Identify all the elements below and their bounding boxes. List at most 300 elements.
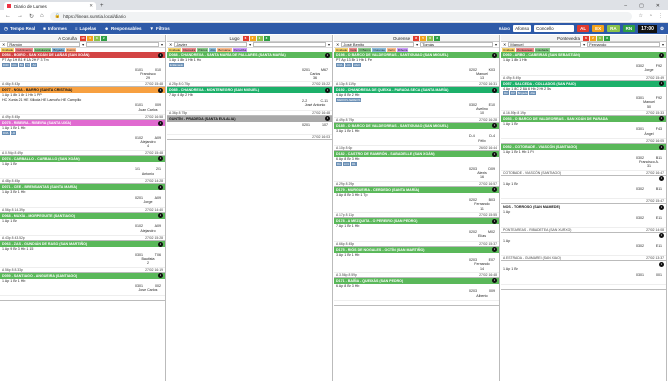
count-badge: 5 xyxy=(420,36,426,41)
incident-card[interactable] xyxy=(501,261,666,290)
card-timestamp: 27/02 16:47 xyxy=(646,170,664,175)
incident-card[interactable] xyxy=(167,116,332,140)
personnel-box xyxy=(302,123,328,133)
card-title: D179 - MURGUEIRA - CERDEDO (SANTA MARÍA) xyxy=(336,187,420,192)
card-title: D059 - SANTIAGO - ANGUEIRA (SANTIAGO) xyxy=(2,273,78,278)
incident-card[interactable] xyxy=(0,213,165,242)
browser-tabbar xyxy=(0,0,668,10)
info-icon[interactable]: i xyxy=(492,152,497,157)
legend-item[interactable]: Ponteareas xyxy=(517,48,533,52)
card-tag: T3 xyxy=(26,62,30,67)
incident-card[interactable] xyxy=(334,123,499,152)
incident-card[interactable] xyxy=(0,87,165,120)
clear-icon[interactable]: ✕ xyxy=(336,42,340,47)
person-extra: 16 xyxy=(480,175,484,180)
toolbar-item-informes[interactable]: ■ Informes xyxy=(43,26,67,31)
card-line: 1 Ap 1 Br 1 Hb 1 Ft xyxy=(503,150,534,155)
person-name: Ángel xyxy=(644,131,654,136)
chevron-down-icon[interactable]: ▾ xyxy=(495,42,498,47)
card-title: D077 - NOIA - BARRO (SANTA CRISTINA) xyxy=(2,88,73,93)
unit-id: 009 xyxy=(155,103,161,108)
card-footer xyxy=(167,81,332,86)
card-footer xyxy=(0,81,165,86)
personnel-box xyxy=(135,253,161,266)
card-line: 1 Ap 1 Br xyxy=(503,121,518,126)
unit-id: M02 xyxy=(488,229,495,234)
card-line: 1 Ap 1 Br 1 Hb xyxy=(2,278,26,283)
person-name: Fernando xyxy=(474,202,490,207)
card-footer-left: A 48p 8 45p xyxy=(2,179,21,184)
personnel-box xyxy=(636,244,662,254)
card-title: D052 - COTOBADE - VIASCÓN (SANTIAGO) xyxy=(503,145,578,150)
unit-id: 2/1 xyxy=(156,167,161,172)
card-title: D063 - ZAS - GUNDIÁN DE RASO (SAN MARTIÑO) xyxy=(2,242,88,247)
card-title: D057 - SALCEDA - COLLADOS (SAN PAIO) xyxy=(503,81,576,86)
count-badge: 3 xyxy=(604,36,610,41)
chevron-down-icon[interactable]: ▾ xyxy=(662,42,665,47)
card-timestamp: 27/02 16:19 xyxy=(145,267,163,272)
card-body xyxy=(334,257,499,272)
card-footer xyxy=(501,255,666,260)
person-name: Alejandro xyxy=(140,140,156,145)
card-line: 1 Ap 1 Br xyxy=(2,218,17,223)
legend-item[interactable]: Unidade xyxy=(336,48,348,52)
card-line: 1 Ap 1 Br xyxy=(2,161,17,166)
count-badge: 8 xyxy=(413,36,419,41)
card-timestamp: 27/02 15:55 xyxy=(479,213,497,218)
card-title: D071 - CEE - BRENSANTAS (SANTA MARÍA) xyxy=(2,185,78,190)
card-footer-left: A 29p 8 29p xyxy=(336,181,355,186)
clock-display: 17:00 xyxy=(638,25,657,33)
card-title: D182 - CASTRO DE RAMIRÓN - SABADELLE (SAN XOÁN) xyxy=(336,152,435,157)
column-title: A Coruña xyxy=(58,35,77,41)
unit-id: B11 xyxy=(655,187,662,192)
card-footer-left: A 49p 8 49p xyxy=(503,75,522,80)
chevron-down-icon[interactable]: ▾ xyxy=(161,42,164,47)
column-1 xyxy=(167,35,333,381)
legend-item[interactable]: Cotobade xyxy=(535,48,549,52)
legend-item[interactable]: Bornarse xyxy=(218,48,231,52)
legend-item[interactable]: Verín xyxy=(387,48,395,52)
incident-card[interactable] xyxy=(334,247,499,278)
count-badge: 6 xyxy=(583,36,589,41)
person-extra: 11 xyxy=(480,206,484,211)
filter-field-1[interactable]: Ramón xyxy=(7,42,80,47)
incident-card[interactable] xyxy=(0,241,165,272)
count-badge: 3 xyxy=(434,36,440,41)
filter-field-1[interactable]: Javier xyxy=(174,42,247,47)
clear-icon[interactable]: ✕ xyxy=(503,42,507,47)
card-timestamp: 27/02 16:28 xyxy=(479,117,497,122)
card-title: GUNTÍN - PRADEDA (SANTA EULALIA) xyxy=(169,116,236,121)
card-footer xyxy=(334,81,499,86)
incident-card[interactable] xyxy=(0,120,165,155)
card-timestamp: 27/02 16:48 xyxy=(479,272,497,277)
card-footer xyxy=(0,178,165,183)
minimize-icon[interactable]: – xyxy=(624,3,628,9)
personnel-box xyxy=(302,99,328,109)
personnel-box xyxy=(636,216,662,226)
legend-item[interactable]: Brigada xyxy=(53,48,64,52)
info-icon[interactable]: i xyxy=(158,273,163,278)
unit-id: T06 xyxy=(154,252,161,257)
unit-code: 0302 xyxy=(636,244,644,249)
card-timestamp: 27/02 16:05 xyxy=(646,139,664,144)
close-window-icon[interactable]: ✕ xyxy=(655,3,660,9)
legend-item[interactable]: O Barco xyxy=(359,48,371,52)
incident-card[interactable] xyxy=(334,218,499,247)
info-icon[interactable]: i xyxy=(492,53,497,58)
card-line: 6 Ap 8 Br 3 Hb xyxy=(336,157,360,162)
unit-code: D-4 xyxy=(469,134,475,139)
incident-card[interactable] xyxy=(0,52,165,87)
card-title: D074 - CARBALLO - CARBALLO (SAN XOÁN) xyxy=(2,156,80,161)
unit-code: 0102 xyxy=(135,224,143,229)
filter-field-2[interactable]: Fernando xyxy=(587,42,660,47)
card-footer-left: A 17p 8 11p xyxy=(336,213,354,218)
filter-field-1[interactable]: Manuel xyxy=(508,42,581,47)
info-icon[interactable]: i xyxy=(325,53,330,58)
card-body xyxy=(167,98,332,110)
person-extra: 50 xyxy=(647,104,651,109)
legend-item[interactable]: Unidade xyxy=(503,48,515,52)
person-name: Fernando xyxy=(474,262,490,267)
unit-id: F92 xyxy=(655,96,662,100)
card-tag: LC1 xyxy=(11,62,17,67)
person-name: Avelino xyxy=(476,107,488,112)
concelho-select[interactable]: Concello xyxy=(534,25,574,32)
info-icon[interactable]: i xyxy=(659,116,664,121)
unit-id: E10 xyxy=(488,102,495,107)
filter-select[interactable]: Afonso xyxy=(515,26,530,31)
personnel-box xyxy=(636,156,662,169)
card-footer xyxy=(334,117,499,122)
person-extra: 14 xyxy=(480,266,484,271)
toolbar-item-tempo-real[interactable]: ◷ Tempo Real xyxy=(4,25,36,31)
incident-card[interactable] xyxy=(167,52,332,87)
card-footer-left: A ESTRADA - GUIMAREI (SAN XIAO) xyxy=(503,256,561,261)
card-title: D175 - RIÓS DE NOGALES - OCTÍN (SAN MARTIÑO) xyxy=(336,247,425,252)
count-badge: 0 xyxy=(427,36,433,41)
card-line: 4 Ap 1 8C 2 8A 6 Hb 2 Ht 2 5s xyxy=(503,86,551,91)
favicon-icon xyxy=(7,4,11,8)
info-icon[interactable]: i xyxy=(492,247,497,252)
incident-card[interactable] xyxy=(501,116,666,145)
card-tag: B2 xyxy=(19,62,24,67)
chevron-down-icon[interactable]: ▾ xyxy=(416,42,419,47)
card-footer-left: PONTEAREAS - RIBADETEA (SAN XURXO) xyxy=(503,227,572,232)
info-icon[interactable]: i xyxy=(158,156,163,161)
card-timestamp: 27/02 15:22 xyxy=(312,82,330,87)
card-body xyxy=(0,67,165,82)
card-timestamp: 27/02 15:48 xyxy=(145,82,163,87)
menu-icon[interactable]: ⋮ xyxy=(658,13,663,19)
personnel-box xyxy=(135,103,161,113)
legend-item[interactable]: Unidade xyxy=(169,48,181,52)
forward-icon[interactable]: → xyxy=(17,13,23,19)
incident-card[interactable] xyxy=(334,278,499,307)
card-line: 4 Ap 8 Br 2 Hb xyxy=(336,93,360,98)
card-timestamp: 27/02 16:31 xyxy=(479,82,497,87)
card-body xyxy=(501,272,666,284)
info-icon[interactable]: i xyxy=(492,278,497,283)
legend-item[interactable]: Alto xyxy=(210,48,216,52)
card-line: 1 Ap 1 Br xyxy=(503,181,518,186)
info-icon[interactable]: i xyxy=(659,205,664,210)
chevron-down-icon[interactable]: ▾ xyxy=(82,42,85,47)
card-tag: UAO xyxy=(353,62,360,67)
home-icon[interactable]: ⌂ xyxy=(40,13,44,19)
back-icon[interactable]: ← xyxy=(5,13,11,19)
personnel-box xyxy=(469,134,495,144)
incident-card[interactable] xyxy=(0,156,165,185)
info-icon[interactable]: i xyxy=(492,123,497,128)
filter-field-1[interactable]: José Benito xyxy=(341,42,414,47)
column-header xyxy=(501,35,666,42)
legend-item[interactable]: Cubrimento xyxy=(16,48,32,52)
legend-item[interactable]: Cumio xyxy=(66,48,76,52)
url-input[interactable] xyxy=(50,12,633,21)
person-extra: 13 xyxy=(480,76,484,81)
info-icon[interactable]: i xyxy=(325,88,330,93)
filter-field-2[interactable] xyxy=(253,42,326,47)
clear-icon[interactable]: ✕ xyxy=(169,42,173,47)
incident-card[interactable] xyxy=(334,151,499,186)
app-toolbar xyxy=(0,23,668,34)
incident-card[interactable] xyxy=(334,52,499,87)
person-name: Jorge xyxy=(644,67,654,72)
card-footer xyxy=(0,295,165,300)
column-3 xyxy=(501,35,667,381)
maximize-icon[interactable]: ▢ xyxy=(639,3,644,9)
reload-icon[interactable]: ↻ xyxy=(29,13,35,20)
unit-id: 009 xyxy=(489,289,495,294)
chip-al[interactable]: AL xyxy=(577,25,589,32)
person-name: Manuel xyxy=(476,71,488,76)
card-footer xyxy=(501,110,666,115)
info-icon[interactable]: i xyxy=(659,233,664,238)
count-badge: 2 xyxy=(590,36,596,41)
person-name: Manuel xyxy=(643,100,655,105)
unit-code: 0302 xyxy=(636,63,644,68)
card-timestamp: 27/02 16:58 xyxy=(145,115,163,120)
card-line: 6 Ap 8 Br 3 Hb xyxy=(336,283,360,288)
card-line: 3 Ap 1 Br 1 Hb xyxy=(336,252,360,257)
radio-label: RÁDIO xyxy=(498,26,511,31)
count-badge: 0 xyxy=(94,36,100,41)
card-footer xyxy=(334,272,499,277)
info-icon[interactable]: i xyxy=(659,176,664,181)
unit-id: C-11 xyxy=(320,98,328,103)
info-icon[interactable]: i xyxy=(325,116,330,121)
card-footer-left: A 25p 8 0.75p xyxy=(169,82,190,87)
new-tab-button[interactable]: + xyxy=(100,3,104,9)
personnel-box xyxy=(469,103,495,116)
unit-id: 002 xyxy=(155,284,161,289)
card-body xyxy=(0,223,165,235)
card-title: D171 - BAÍÑA - QUEIXÁS (SAN PEDRO) xyxy=(336,278,404,283)
card-body xyxy=(334,197,499,212)
unit-code: 0302 xyxy=(469,102,477,107)
card-tag: A4 xyxy=(32,62,36,67)
info-icon[interactable]: i xyxy=(659,145,664,150)
info-icon[interactable]: i xyxy=(492,88,497,93)
card-timestamp: 27/02 15:47 xyxy=(646,199,664,204)
card-footer xyxy=(334,300,499,305)
column-badges xyxy=(80,36,107,41)
personnel-box xyxy=(636,273,662,283)
card-timestamp: 27/02 15:48 xyxy=(145,150,163,155)
info-icon[interactable]: i xyxy=(158,53,163,58)
filter-field-2[interactable]: Tomás xyxy=(420,42,493,47)
card-footer xyxy=(334,181,499,186)
card-title: D192 - CHANDREXA DE QUEIXA - PARADA SECA (SANTA MARÍA) xyxy=(336,88,449,93)
person-name: Antonio xyxy=(141,171,155,176)
bookmark-icon[interactable]: ☆ xyxy=(638,13,643,19)
incident-card[interactable] xyxy=(501,144,666,175)
card-footer xyxy=(501,227,666,232)
card-line: 1 Ap xyxy=(503,238,511,243)
unit-id: 001 xyxy=(656,272,662,277)
person-name: Félix xyxy=(478,138,486,143)
incident-card[interactable] xyxy=(501,204,666,233)
card-line: 1 Ap xyxy=(503,210,511,215)
card-footer xyxy=(501,284,666,289)
close-tab-icon[interactable]: ✕ xyxy=(89,3,93,8)
toolbar-item-lapelas[interactable]: ≡ Lapelas xyxy=(74,26,97,31)
incident-card[interactable] xyxy=(334,187,499,218)
legend-item[interactable]: Ourense xyxy=(373,48,385,52)
incident-card[interactable] xyxy=(334,87,499,122)
unit-id: E07 xyxy=(488,258,495,263)
card-footer-left: A 49p 8 45p xyxy=(2,115,21,120)
info-icon[interactable]: i xyxy=(492,219,497,224)
card-footer-left: A 10p 8 6p xyxy=(336,146,353,151)
filter-field-2[interactable] xyxy=(86,42,159,47)
unit-code: 0301 xyxy=(636,272,644,277)
unit-code: 0201 xyxy=(302,67,310,72)
unit-code: 0101 xyxy=(135,103,143,108)
info-icon[interactable]: i xyxy=(659,262,664,267)
chip-ra[interactable]: RA xyxy=(607,25,620,32)
incident-card[interactable] xyxy=(167,87,332,116)
personnel-box xyxy=(469,198,495,211)
legend-item[interactable]: Periodiba xyxy=(233,48,247,52)
chevron-down-icon[interactable]: ▾ xyxy=(249,42,252,47)
chip-ex[interactable]: EX xyxy=(592,25,604,32)
card-body xyxy=(0,135,165,150)
toolbar-item-filtros[interactable]: ▼ Filtros xyxy=(149,26,170,31)
legend-item[interactable]: Diameira xyxy=(183,48,196,52)
unit-id: D09 xyxy=(488,166,495,171)
toolbar-item-responsables[interactable]: ☻ Responsables xyxy=(104,26,142,31)
card-timestamp: 27/02 14:28 xyxy=(145,179,163,184)
personnel-box xyxy=(636,96,662,109)
incident-card[interactable] xyxy=(0,273,165,302)
unit-id: E11 xyxy=(655,215,662,220)
info-icon[interactable]: i xyxy=(158,213,163,218)
info-icon[interactable]: i xyxy=(158,88,163,93)
legend-item[interactable]: Unidade xyxy=(2,48,14,52)
card-body xyxy=(501,63,666,75)
card-tag: Alto xyxy=(530,91,536,95)
person-name: José Antonio xyxy=(304,103,326,108)
person-name: Carlos xyxy=(309,71,321,76)
personnel-box xyxy=(302,68,328,81)
unit-code: 0302 xyxy=(636,187,644,192)
card-body xyxy=(0,283,165,295)
incident-card[interactable] xyxy=(501,233,666,262)
unit-id: K03 xyxy=(488,67,495,72)
count-badge: 6 xyxy=(243,36,249,41)
card-body xyxy=(501,155,666,170)
card-body xyxy=(501,215,666,227)
info-icon[interactable]: i xyxy=(158,242,163,247)
card-line: 7 Ap 4 8p 2 Hb xyxy=(169,93,193,98)
unit-code: 0202 xyxy=(469,229,477,234)
incident-card[interactable] xyxy=(0,184,165,213)
card-footer-left: A 36p 8 75p xyxy=(169,110,188,115)
incident-card[interactable] xyxy=(501,52,666,81)
card-tag: MEDIOS AEREOS xyxy=(337,97,361,102)
info-icon[interactable]: i xyxy=(659,53,664,58)
lock-icon: 🔒 xyxy=(54,13,61,18)
info-icon[interactable]: i xyxy=(158,121,163,126)
unit-code: 0302 xyxy=(636,155,644,160)
card-tag: LD xyxy=(11,130,16,135)
unit-code: 0302 xyxy=(636,215,644,220)
person-extra: 36 xyxy=(313,76,317,81)
card-body xyxy=(334,288,499,300)
legend-item[interactable]: Pilotos xyxy=(198,48,208,52)
card-line: 1 Ap 1 Br 1 Hb xyxy=(2,126,26,131)
incident-card[interactable] xyxy=(501,81,666,116)
legend-item[interactable]: Cola xyxy=(350,48,357,52)
extension-icon[interactable]: ◔ xyxy=(648,13,652,19)
incident-card[interactable] xyxy=(501,176,666,205)
card-timestamp: 27/02 14:40 xyxy=(145,207,163,212)
clear-icon[interactable]: ✕ xyxy=(2,42,6,47)
card-body xyxy=(0,195,165,207)
chevron-down-icon[interactable]: ▾ xyxy=(328,42,331,47)
card-timestamp: 27/02 15:37 xyxy=(479,241,497,246)
unit-id: F43 xyxy=(655,127,662,132)
personnel-box xyxy=(469,289,495,299)
card-title: D054 - BOIRO - SAN XOÁN DE LAÑAS (SAN XOÁN) xyxy=(2,53,90,57)
card-footer xyxy=(334,212,499,217)
column-2 xyxy=(334,35,500,381)
info-icon[interactable]: i xyxy=(158,185,163,190)
legend-item[interactable]: Ribeira xyxy=(397,48,408,52)
card-footer xyxy=(501,198,666,203)
card-footer xyxy=(0,150,165,155)
column-header xyxy=(0,35,165,42)
card-title: D198 - O BARCO DE VALDEORRAS - SANTIGUIAO (SAN MIGUEL) xyxy=(336,53,449,57)
chip-rn[interactable]: RN xyxy=(623,25,636,32)
count-badge: 4 xyxy=(87,36,93,41)
personnel-box xyxy=(636,187,662,197)
card-timestamp: 26/02 16:44 xyxy=(479,146,497,151)
settings-icon[interactable]: ⚙ xyxy=(659,25,664,31)
legend-item[interactable]: Ambulancia xyxy=(34,48,51,52)
browser-tab[interactable] xyxy=(4,2,96,10)
info-icon[interactable]: i xyxy=(659,81,664,86)
card-timestamp: 27/02 16:57 xyxy=(479,181,497,186)
info-icon[interactable]: i xyxy=(492,187,497,192)
card-footer xyxy=(0,207,165,212)
report-icon: ■ xyxy=(43,26,46,31)
chevron-down-icon[interactable]: ▾ xyxy=(583,42,586,47)
